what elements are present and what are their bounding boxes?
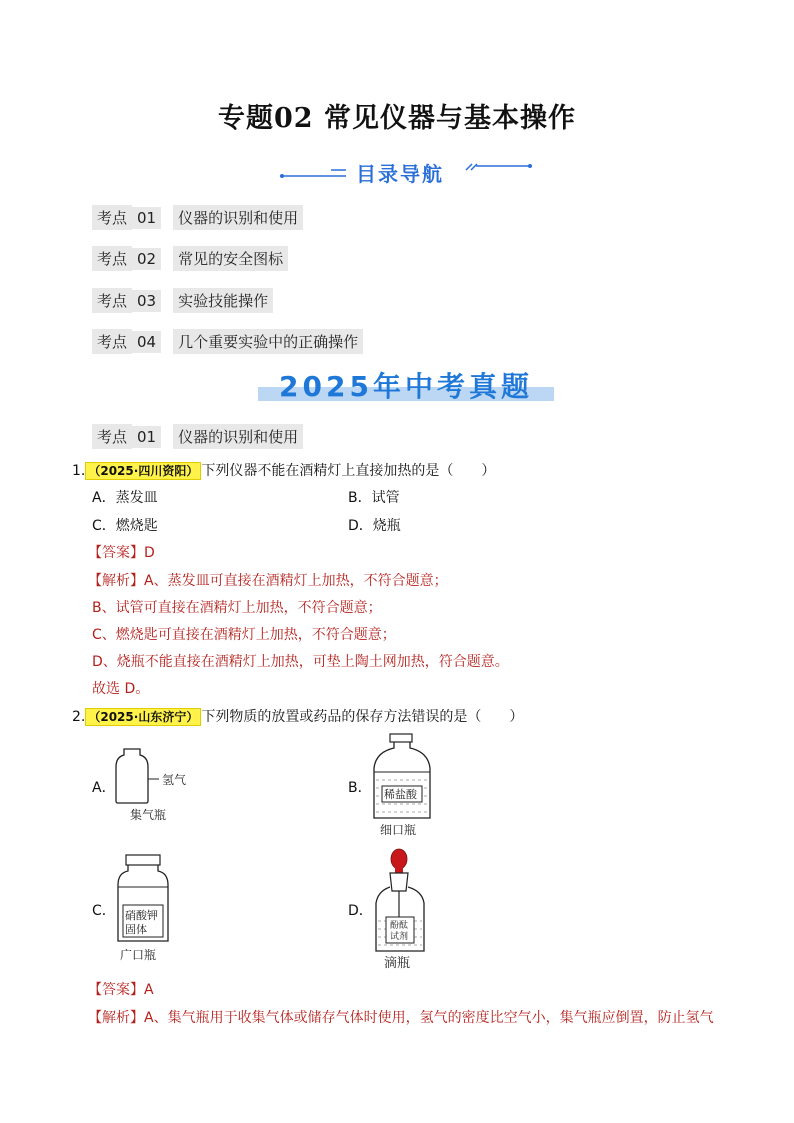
q2-option-b-letter: B． xyxy=(348,780,372,796)
dropper-bottle-icon xyxy=(366,847,436,971)
toc-heading-label: 目录导航 xyxy=(356,162,444,186)
q2-option-c-letter: C． xyxy=(92,903,116,919)
analysis-line xyxy=(88,570,448,590)
toc-item[interactable] xyxy=(92,288,273,313)
q2-option-d-letter: D． xyxy=(348,903,373,919)
toc-item-point: 考点 xyxy=(92,329,132,354)
bottle-c-content-1: 硝酸钾 xyxy=(125,909,158,922)
gas-collecting-bottle-icon xyxy=(112,745,202,827)
toc-item[interactable] xyxy=(92,246,288,271)
bottle-d-content-1: 酚酞 xyxy=(390,921,409,931)
wide-mouth-bottle-icon xyxy=(112,853,182,963)
bottle-a-caption: 集气瓶 xyxy=(130,808,167,822)
toc-item-text: 几个重要实验中的正确操作 xyxy=(173,329,363,354)
analysis-line xyxy=(88,1007,728,1027)
option-b: B．试管 xyxy=(348,490,400,506)
bottle-c-content-2: 固体 xyxy=(125,923,147,936)
answer-line xyxy=(88,979,154,999)
bottle-c-caption: 广口瓶 xyxy=(120,948,157,962)
toc-item-num: 02 xyxy=(132,248,161,270)
analysis-text: A、集气瓶用于收集气体或储存气体时使用，氢气的密度比空气小，集气瓶应倒置，防止氢气 xyxy=(144,1010,714,1026)
answer-line xyxy=(88,542,155,562)
toc-item-text: 实验技能操作 xyxy=(173,288,273,313)
question-number: 1. xyxy=(72,463,86,479)
option-c: C．燃烧匙 xyxy=(92,518,158,534)
bottle-d-caption: 滴瓶 xyxy=(384,956,411,971)
option-a: A．蒸发皿 xyxy=(92,490,158,506)
section-point: 考点 xyxy=(92,424,132,449)
section-heading xyxy=(92,424,303,449)
question-1-stem xyxy=(72,460,495,480)
analysis-line: 故选 D。 xyxy=(92,681,150,697)
analysis-text: A、蒸发皿可直接在酒精灯上加热，不符合题意； xyxy=(144,573,448,589)
answer-value: D xyxy=(144,545,155,561)
question-2-stem xyxy=(72,706,523,726)
q2-option-a-letter: A． xyxy=(92,780,116,796)
toc-item[interactable] xyxy=(92,205,303,230)
toc-item[interactable] xyxy=(92,329,363,354)
source-tag: （2025·山东济宁） xyxy=(85,708,201,726)
bottle-d-content-2: 试剂 xyxy=(390,932,409,942)
toc-item-text: 仪器的识别和使用 xyxy=(173,205,303,230)
toc-item-num: 04 xyxy=(132,331,161,353)
toc-item-num: 01 xyxy=(132,207,161,229)
analysis-line: C、燃烧匙可直接在酒精灯上加热，不符合题意； xyxy=(92,627,396,643)
toc-item-point: 考点 xyxy=(92,288,132,313)
analysis-line: B、试管可直接在酒精灯上加热，不符合题意； xyxy=(92,600,382,616)
section-num: 01 xyxy=(132,426,161,448)
section-text: 仪器的识别和使用 xyxy=(173,424,303,449)
analysis-line: D、烧瓶不能直接在酒精灯上加热，可垫上陶土网加热，符合题意。 xyxy=(92,654,509,670)
question-text: 下列仪器不能在酒精灯上直接加热的是（ ） xyxy=(201,463,496,479)
answer-label: 【答案】 xyxy=(88,545,144,561)
toc-heading xyxy=(276,156,536,188)
toc-item-text: 常见的安全图标 xyxy=(173,246,288,271)
answer-value: A xyxy=(144,982,154,998)
question-number: 2. xyxy=(72,709,86,725)
question-text: 下列物质的放置或药品的保存方法错误的是（ ） xyxy=(201,709,524,725)
analysis-label: 【解析】 xyxy=(88,573,144,589)
answer-label: 【答案】 xyxy=(88,982,144,998)
bottle-b-content: 稀盐酸 xyxy=(384,788,417,801)
page-title: 专题02 常见仪器与基本操作 xyxy=(218,103,576,134)
analysis-label: 【解析】 xyxy=(88,1010,144,1026)
exam-banner xyxy=(258,365,554,405)
bottle-a-content: 氢气 xyxy=(162,773,187,787)
banner-title: 2025年中考真题 xyxy=(279,370,533,403)
option-d: D．烧瓶 xyxy=(348,518,401,534)
source-tag: （2025·四川资阳） xyxy=(85,462,201,480)
toc-item-num: 03 xyxy=(132,290,161,312)
narrow-mouth-bottle-icon xyxy=(368,732,438,838)
bottle-b-caption: 细口瓶 xyxy=(380,823,417,837)
toc-item-point: 考点 xyxy=(92,246,132,271)
toc-item-point: 考点 xyxy=(92,205,132,230)
